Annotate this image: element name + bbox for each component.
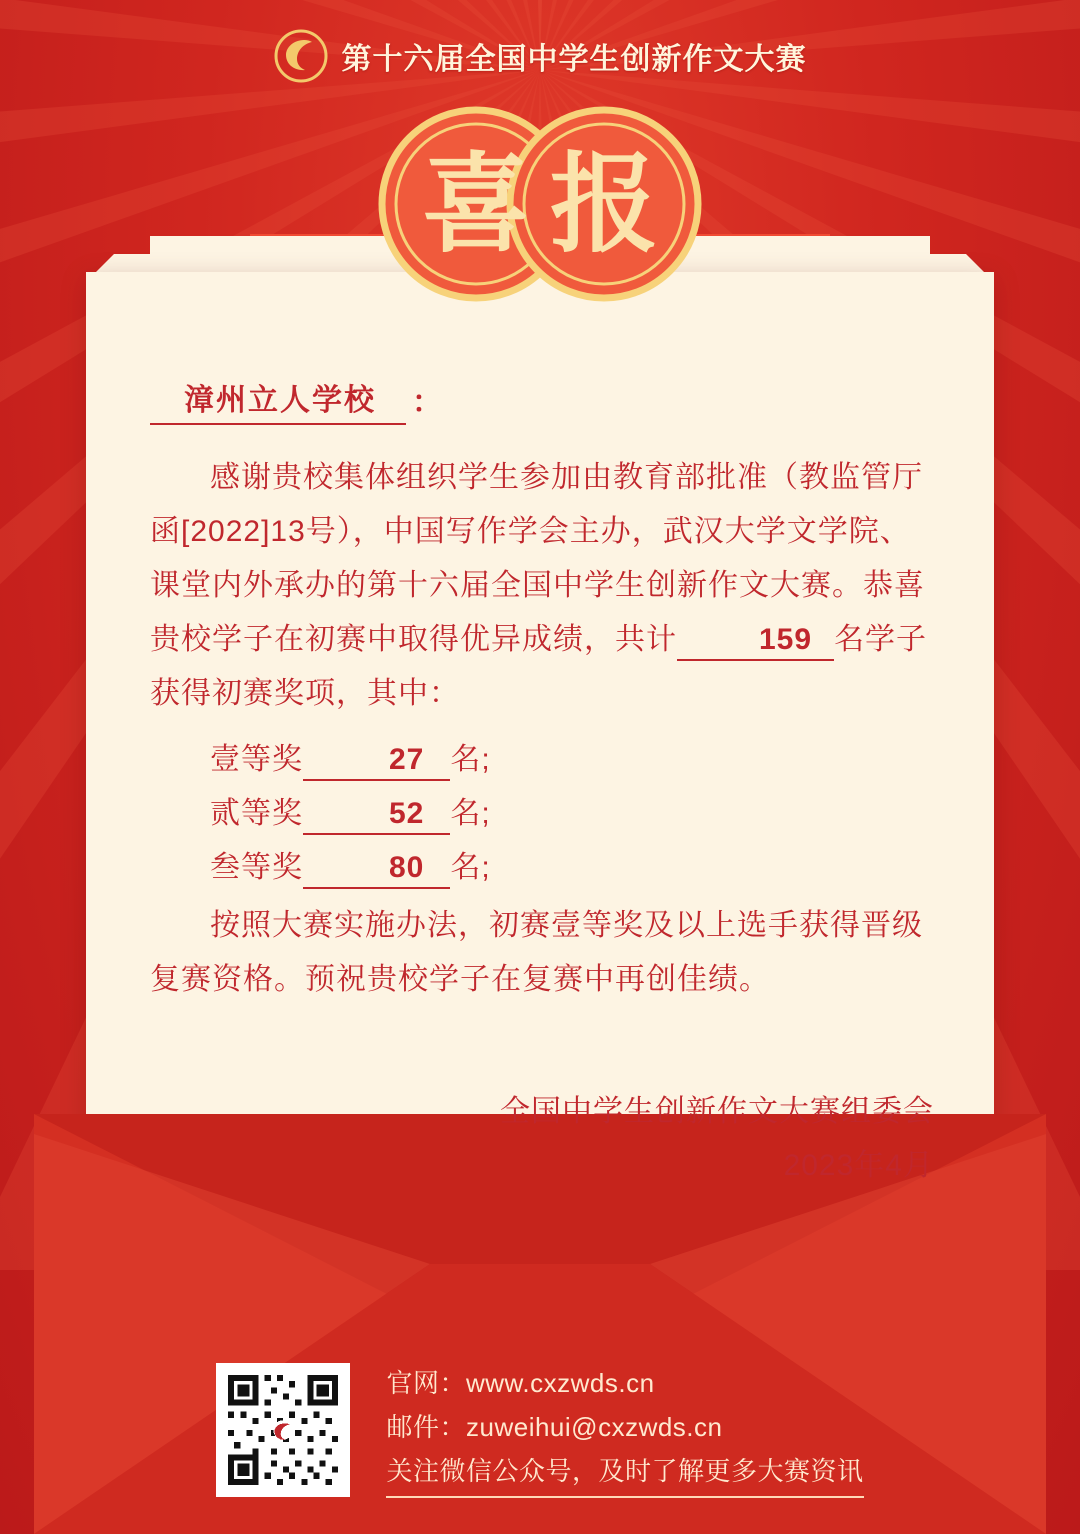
website-label: 官网： [386,1368,466,1398]
footer-email-line [386,1405,863,1449]
xibao-badge [358,104,722,304]
salutation [150,375,940,425]
signature-organization: 全国中学生创新作文大赛组委会 [500,1095,934,1128]
signature-date: 2023年4月 [783,1149,934,1182]
prize-unit: 名; [450,797,491,830]
page-title: 第十六届全国中学生创新作文大赛 [341,43,807,76]
crescent-logo-icon [274,29,328,83]
school-name: 漳州立人学校 [150,375,406,425]
prize-row [150,841,940,895]
prize-label: 叁等奖 [210,851,303,884]
footer-website-line [386,1361,863,1405]
svg-text:喜: 喜 [421,143,531,265]
prize-label: 壹等奖 [210,743,303,776]
prize-count: 52 [303,797,450,835]
prize-count: 27 [303,743,450,781]
paragraph-1-post-text: 名学子获得初赛奖项，其中： [150,623,928,710]
salutation-colon: ： [412,386,444,419]
letter-content [150,375,940,1193]
prize-unit: 名; [450,743,491,776]
letter-paragraph-1 [150,451,940,721]
prize-row [150,733,940,787]
letter-paragraph-2: 按照大赛实施办法，初赛壹等奖及以上选手获得晋级复赛资格。预祝贵校学子在复赛中再创佳绩。 [150,909,923,996]
prize-count: 80 [303,851,450,889]
footer-wechat-line [386,1449,863,1498]
total-count-value: 159 [677,623,834,661]
website-url[interactable]: www.cxzwds.cn [466,1368,655,1398]
email-address[interactable]: zuweihui@cxzwds.cn [466,1412,723,1442]
footer-contact-lines [386,1361,863,1498]
qr-code[interactable] [216,1363,350,1497]
wechat-note: 关注微信公众号，及时了解更多大赛资讯 [386,1449,863,1498]
prize-list [150,733,940,895]
email-label: 邮件： [386,1412,466,1442]
page-footer [0,1361,1080,1498]
prize-unit: 名; [450,851,491,884]
signature-block [150,1085,940,1193]
page-header [0,0,1080,112]
svg-text:报: 报 [549,143,659,265]
paragraph-1-pre-text: 感谢贵校集体组织学生参加由教育部批准（教监管厅函[2022]13号），中国写作学会主办，武汉大学文学院、课堂内外承办的第十六届全国中学生创新作文大赛。恭喜贵校学子在初赛中取得优异成绩，共计 [150,461,925,656]
prize-row [150,787,940,841]
prize-label: 贰等奖 [210,797,303,830]
